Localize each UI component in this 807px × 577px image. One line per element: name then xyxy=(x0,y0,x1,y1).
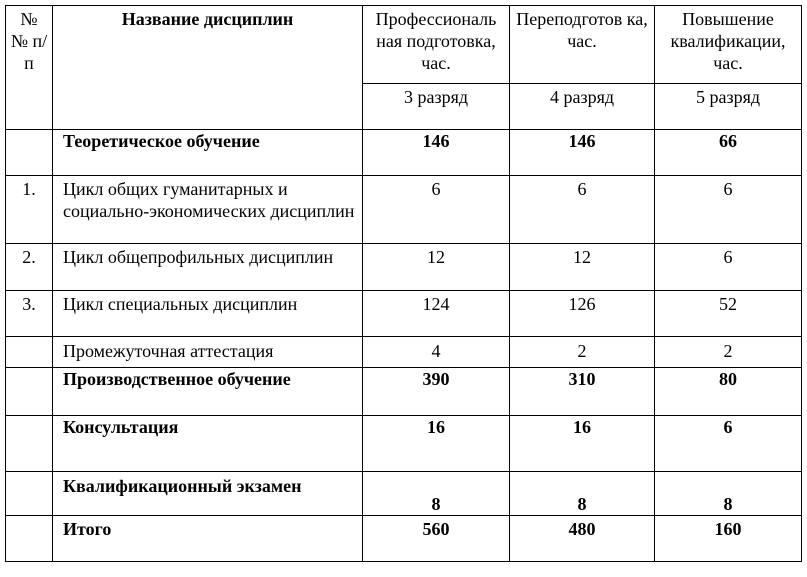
row-name: Консультация xyxy=(53,416,363,472)
row-value-3: 6 xyxy=(655,416,802,472)
row-value-1: 12 xyxy=(363,244,510,291)
header-col2: Переподготов ка, час. xyxy=(510,6,655,84)
row-value-1: 16 xyxy=(363,416,510,472)
row-num xyxy=(6,516,53,562)
row-name: Цикл общепрофильных дисциплин xyxy=(53,244,363,291)
row-value-2: 310 xyxy=(510,368,655,416)
row-value-1: 4 xyxy=(363,337,510,368)
row-name: Итого xyxy=(53,516,363,562)
row-num xyxy=(6,416,53,472)
row-value-2: 12 xyxy=(510,244,655,291)
row-value-1: 390 xyxy=(363,368,510,416)
header-num: № № п/п xyxy=(6,6,53,130)
table-row xyxy=(6,472,802,516)
row-value-3: 52 xyxy=(655,291,802,337)
table-row xyxy=(6,416,802,472)
row-value-2: 126 xyxy=(510,291,655,337)
table-row xyxy=(6,368,802,416)
row-value-1: 8 xyxy=(363,472,510,516)
row-value-3: 2 xyxy=(655,337,802,368)
header-name: Название дисциплин xyxy=(53,6,363,130)
row-value-3: 160 xyxy=(655,516,802,562)
table-row xyxy=(6,130,802,176)
table-row xyxy=(6,516,802,562)
row-value-2: 2 xyxy=(510,337,655,368)
curriculum-table xyxy=(5,5,802,562)
row-value-2: 146 xyxy=(510,130,655,176)
row-value-1: 146 xyxy=(363,130,510,176)
row-num: 2. xyxy=(6,244,53,291)
table-row xyxy=(6,244,802,291)
row-value-1: 560 xyxy=(363,516,510,562)
row-name: Цикл специальных дисциплин xyxy=(53,291,363,337)
row-name: Промежуточная аттестация xyxy=(53,337,363,368)
row-value-2: 16 xyxy=(510,416,655,472)
row-value-3: 66 xyxy=(655,130,802,176)
header-col3: Повышение квалификации, час. xyxy=(655,6,802,84)
row-num xyxy=(6,472,53,516)
row-num xyxy=(6,368,53,416)
row-value-3: 6 xyxy=(655,244,802,291)
row-value-3: 80 xyxy=(655,368,802,416)
row-name: Квалификационный экзамен xyxy=(53,472,363,516)
header-col1-rank: 3 разряд xyxy=(363,84,510,130)
header-col3-rank: 5 разряд xyxy=(655,84,802,130)
header-col2-rank: 4 разряд xyxy=(510,84,655,130)
table-row xyxy=(6,291,802,337)
row-name: Производственное обучение xyxy=(53,368,363,416)
row-value-2: 6 xyxy=(510,176,655,244)
table-row xyxy=(6,337,802,368)
row-value-1: 124 xyxy=(363,291,510,337)
row-name: Цикл общих гуманитарных и социально-экономических дисциплин xyxy=(53,176,363,244)
row-num xyxy=(6,337,53,368)
row-value-1: 6 xyxy=(363,176,510,244)
row-name: Теоретическое обучение xyxy=(53,130,363,176)
header-col1: Профессиональ ная подготовка, час. xyxy=(363,6,510,84)
row-num: 3. xyxy=(6,291,53,337)
row-value-3: 8 xyxy=(655,472,802,516)
row-value-2: 480 xyxy=(510,516,655,562)
row-value-2: 8 xyxy=(510,472,655,516)
row-num xyxy=(6,130,53,176)
row-value-3: 6 xyxy=(655,176,802,244)
row-num: 1. xyxy=(6,176,53,244)
table-row xyxy=(6,176,802,244)
